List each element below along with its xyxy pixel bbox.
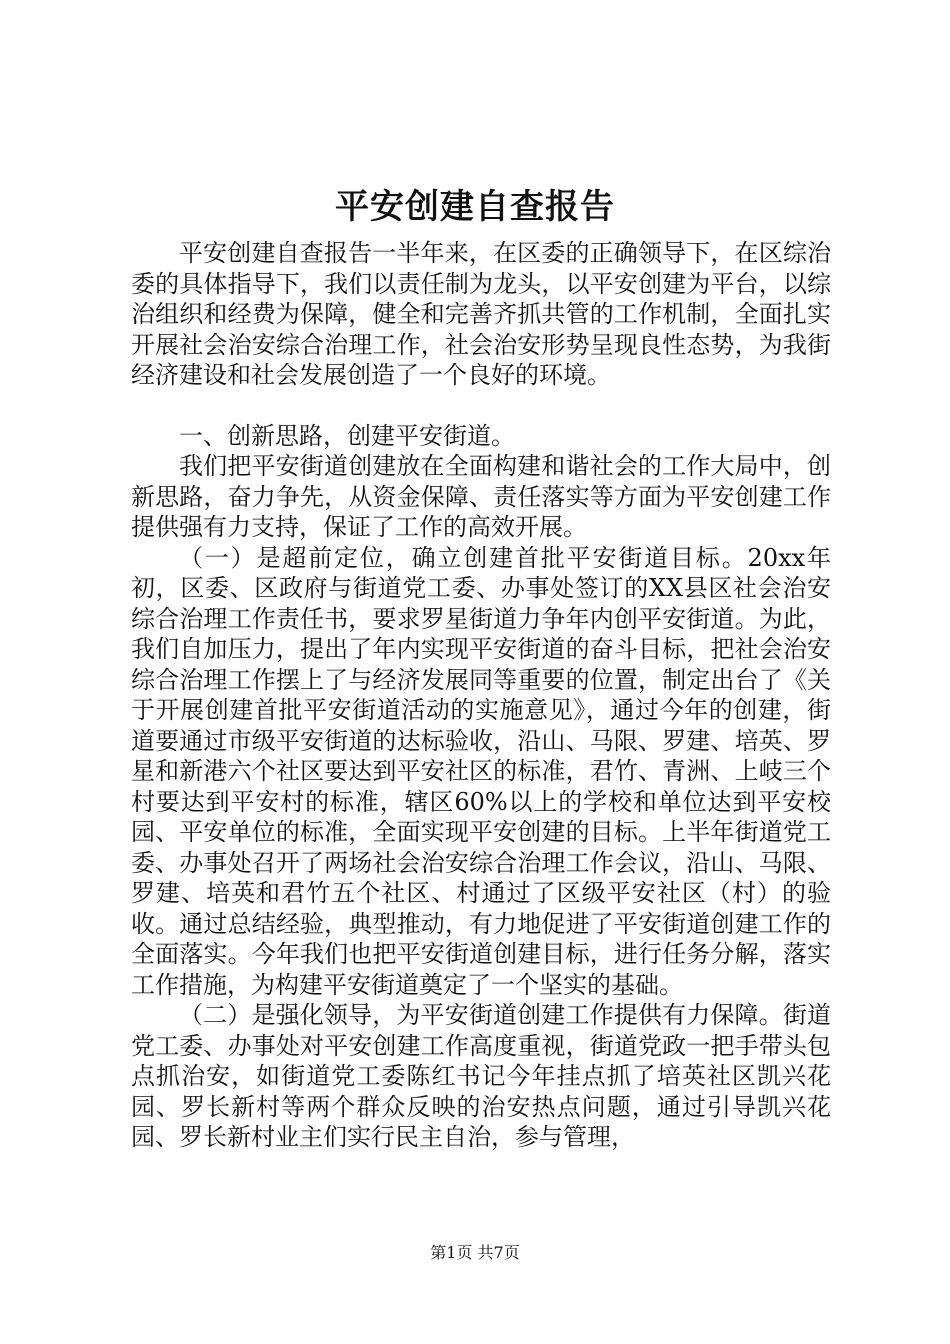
paragraph-intro: 平安创建自查报告一半年来，在区委的正确领导下，在区综治委的具体指导下，我们以责任制为龙头，以平安创建为平台，以综治组织和经费为保障，健全和完善齐抓共管的工作机制，全面扎实开展社会治安综合治理工作，社会治安形势呈现良性态势，为我街经济建设和社会发展创造了一个良好的环境。 (131, 239, 831, 389)
paragraph-item-two: （二）是强化领导，为平安街道创建工作提供有力保障。街道党工委、办事处对平安创建工作高度重视，街道党政一把手带头包点抓治安，如街道党工委陈红书记今年挂点抓了培英社区凯兴花园、罗长新村等两个群众反映的治安热点问题，通过引导凯兴花园、罗长新村业主们实行民主自治，参与管理， (131, 1001, 831, 1151)
page-footer: 第1页 共7页 (430, 1243, 520, 1262)
paragraph-section-heading: 一、创新思路，创建平安街道。 (179, 421, 515, 450)
document-title: 平安创建自查报告 (335, 187, 615, 227)
paragraph-item-one: （一）是超前定位，确立创建首批平安街道目标。20xx年初，区委、区政府与街道党工委、办事处签订的XX县区社会治安综合治理工作责任书，要求罗星街道力争年内创平安街道。为此，我们自加压力，提出了年内实现平安街道的奋斗目标，把社会治安综合治理工作摆上了与经济发展同等重要的位置，制定出台了《关于开展创建首批平安街道活动的实施意见》，通过今年的创建，街道要通过市级平安街道的达标验收，沿山、马限、罗建、培英、罗星和新港六个社区要达到平安社区的标准，君竹、青洲、上岐三个村要达到平安村的标准，辖区60%以上的学校和单位达到平安校园、平安单位的标准，全面实现平安创建的目标。上半年街道党工委、办事处召开了两场社会治安综合治理工作会议，沿山、马限、罗建、培英和君竹五个社区、村通过了区级平安社区（村）的验收。通过总结经验，典型推动，有力地促进了平安街道创建工作的全面落实。今年我们也把平安街道创建目标，进行任务分解，落实工作措施，为构建平安街道奠定了一个坚实的基础。 (131, 543, 831, 999)
paragraph-section-intro: 我们把平安街道创建放在全面构建和谐社会的工作大局中，创新思路，奋力争先，从资金保障、责任落实等方面为平安创建工作提供强有力支持，保证了工作的高效开展。 (131, 452, 831, 541)
document-body (131, 238, 831, 1153)
